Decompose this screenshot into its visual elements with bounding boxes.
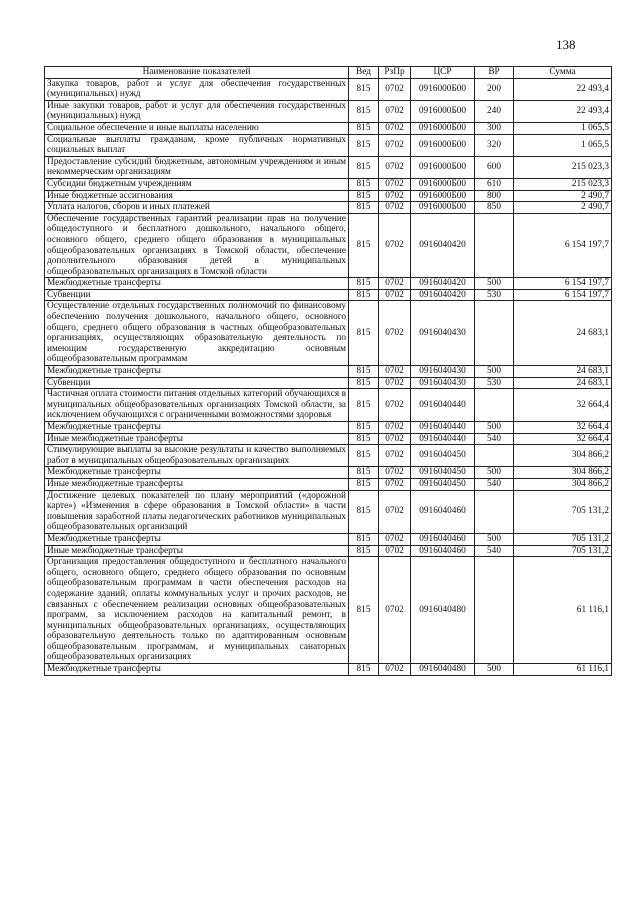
table-row xyxy=(45,445,612,467)
row-rzpr: 0702 xyxy=(379,533,411,545)
budget-table xyxy=(44,66,612,676)
row-sum: 24 683,1 xyxy=(514,301,612,366)
row-vr: 610 xyxy=(475,178,514,190)
row-rzpr: 0702 xyxy=(379,377,411,389)
row-csr: 0916040460 xyxy=(411,490,475,533)
row-csr: 0916040450 xyxy=(411,467,475,479)
table-row xyxy=(45,301,612,366)
row-ved: 815 xyxy=(349,366,379,378)
page-number: 138 xyxy=(556,37,576,52)
row-ved: 815 xyxy=(349,213,379,278)
row-vr: 320 xyxy=(475,134,514,156)
row-ved: 815 xyxy=(349,467,379,479)
header-rzpr: РзПр xyxy=(379,67,411,79)
row-rzpr: 0702 xyxy=(379,178,411,190)
row-ved: 815 xyxy=(349,557,379,664)
table-row xyxy=(45,78,612,100)
row-vr xyxy=(475,445,514,467)
row-csr: 0916040430 xyxy=(411,366,475,378)
row-name: Иные межбюджетные трансферты xyxy=(45,478,349,490)
row-rzpr: 0702 xyxy=(379,190,411,202)
row-sum: 1 065,5 xyxy=(514,134,612,156)
row-vr: 200 xyxy=(475,78,514,100)
row-ved: 815 xyxy=(349,664,379,676)
table-row xyxy=(45,433,612,445)
row-rzpr: 0702 xyxy=(379,78,411,100)
row-rzpr: 0702 xyxy=(379,202,411,214)
header-ved: Вед xyxy=(349,67,379,79)
table-row xyxy=(45,545,612,557)
row-csr: 0916040480 xyxy=(411,664,475,676)
row-ved: 815 xyxy=(349,545,379,557)
table-row xyxy=(45,190,612,202)
row-vr: 540 xyxy=(475,433,514,445)
row-sum: 705 131,2 xyxy=(514,490,612,533)
row-vr: 500 xyxy=(475,467,514,479)
row-rzpr: 0702 xyxy=(379,478,411,490)
table-row xyxy=(45,478,612,490)
row-ved: 815 xyxy=(349,377,379,389)
table-body xyxy=(45,78,612,675)
row-sum: 1 065,5 xyxy=(514,122,612,134)
row-rzpr: 0702 xyxy=(379,467,411,479)
table-row xyxy=(45,490,612,533)
row-name: Обеспечение государственных гарантий реализации прав на получение общедоступного и бесплатного дошкольного, начального общего, основного общего, среднего общего образования в муниципальных общеобразовательных организациях в Томской области, обеспечение дополнительного образования детей в муниципальных общеобразовательных организациях в Томской области xyxy=(45,213,349,278)
row-sum: 32 664,4 xyxy=(514,433,612,445)
header-csr: ЦСР xyxy=(411,67,475,79)
row-sum: 6 154 197,7 xyxy=(514,213,612,278)
row-name: Организация предоставления общедоступного и бесплатного начального общего, основного общего, среднего общего образования по основным общеобразовательным программам в части обеспечения расходов на содержание зданий, оплаты коммунальных услуг и прочих расходов, не связанных с обеспечением реализации основных общеобразовательных программ, за исключением расходов на капитальный ремонт, в муниципальных общеобразовательных организациях, осуществляющих образовательную деятельность только по адаптированным основным общеобразовательным программам, и муниципальных санаторных общеобразовательных организациях xyxy=(45,557,349,664)
row-vr: 850 xyxy=(475,202,514,214)
row-csr: 0916000Б00 xyxy=(411,100,475,122)
row-csr: 0916040450 xyxy=(411,478,475,490)
row-vr xyxy=(475,557,514,664)
row-ved: 815 xyxy=(349,478,379,490)
row-rzpr: 0702 xyxy=(379,278,411,290)
row-sum: 304 866,2 xyxy=(514,467,612,479)
row-ved: 815 xyxy=(349,100,379,122)
row-vr: 540 xyxy=(475,545,514,557)
row-name: Стимулирующие выплаты за высокие результаты и качество выполняемых работ в муниципальных общеобразовательных организациях xyxy=(45,445,349,467)
row-name: Иные межбюджетные трансферты xyxy=(45,545,349,557)
row-name: Субсидии бюджетным учреждениям xyxy=(45,178,349,190)
row-rzpr: 0702 xyxy=(379,433,411,445)
table-row xyxy=(45,122,612,134)
row-rzpr: 0702 xyxy=(379,122,411,134)
row-name: Закупка товаров, работ и услуг для обеспечения государственных (муниципальных) нужд xyxy=(45,78,349,100)
table-row xyxy=(45,278,612,290)
row-sum: 22 493,4 xyxy=(514,78,612,100)
row-ved: 815 xyxy=(349,202,379,214)
row-ved: 815 xyxy=(349,278,379,290)
row-sum: 32 664,4 xyxy=(514,389,612,422)
row-sum: 705 131,2 xyxy=(514,545,612,557)
table-row xyxy=(45,134,612,156)
table-row xyxy=(45,213,612,278)
row-csr: 0916000Б00 xyxy=(411,78,475,100)
row-csr: 0916040440 xyxy=(411,422,475,434)
row-vr: 500 xyxy=(475,366,514,378)
row-vr xyxy=(475,490,514,533)
row-ved: 815 xyxy=(349,78,379,100)
row-csr: 0916000Б00 xyxy=(411,190,475,202)
row-ved: 815 xyxy=(349,156,379,178)
row-sum: 6 154 197,7 xyxy=(514,278,612,290)
table-row xyxy=(45,202,612,214)
row-rzpr: 0702 xyxy=(379,289,411,301)
table-row xyxy=(45,389,612,422)
row-name: Достижение целевых показателей по плану мероприятий («дорожной карте») «Изменения в сфере образования в Томской области» в части повышения заработной платы педагогических работников муниципальных общеобразовательных организаций xyxy=(45,490,349,533)
table-row xyxy=(45,664,612,676)
row-sum: 2 490,7 xyxy=(514,202,612,214)
row-vr: 540 xyxy=(475,478,514,490)
row-name: Межбюджетные трансферты xyxy=(45,664,349,676)
table-row xyxy=(45,100,612,122)
row-csr: 0916040420 xyxy=(411,278,475,290)
row-rzpr: 0702 xyxy=(379,664,411,676)
row-rzpr: 0702 xyxy=(379,301,411,366)
row-ved: 815 xyxy=(349,445,379,467)
header-vr: ВР xyxy=(475,67,514,79)
row-csr: 0916040430 xyxy=(411,301,475,366)
row-sum: 6 154 197,7 xyxy=(514,289,612,301)
table-row xyxy=(45,422,612,434)
row-sum: 215 023,3 xyxy=(514,156,612,178)
row-csr: 0916040420 xyxy=(411,213,475,278)
row-vr: 530 xyxy=(475,289,514,301)
row-rzpr: 0702 xyxy=(379,134,411,156)
row-vr: 500 xyxy=(475,533,514,545)
header-name: Наименование показателей xyxy=(45,67,349,79)
row-csr: 0916000Б00 xyxy=(411,156,475,178)
row-rzpr: 0702 xyxy=(379,545,411,557)
row-sum: 215 023,3 xyxy=(514,178,612,190)
row-sum: 304 866,2 xyxy=(514,445,612,467)
row-ved: 815 xyxy=(349,490,379,533)
row-sum: 705 131,2 xyxy=(514,533,612,545)
row-sum: 24 683,1 xyxy=(514,377,612,389)
row-name: Уплата налогов, сборов и иных платежей xyxy=(45,202,349,214)
row-rzpr: 0702 xyxy=(379,422,411,434)
row-ved: 815 xyxy=(349,190,379,202)
row-rzpr: 0702 xyxy=(379,100,411,122)
row-sum: 32 664,4 xyxy=(514,422,612,434)
row-csr: 0916040480 xyxy=(411,557,475,664)
row-csr: 0916000Б00 xyxy=(411,122,475,134)
row-ved: 815 xyxy=(349,301,379,366)
row-vr: 500 xyxy=(475,422,514,434)
row-csr: 0916040420 xyxy=(411,289,475,301)
row-vr: 240 xyxy=(475,100,514,122)
row-name: Иные бюджетные ассигнования xyxy=(45,190,349,202)
row-ved: 815 xyxy=(349,433,379,445)
row-name: Социальное обеспечение и иные выплаты населению xyxy=(45,122,349,134)
row-ved: 815 xyxy=(349,389,379,422)
row-rzpr: 0702 xyxy=(379,213,411,278)
table-row xyxy=(45,467,612,479)
row-csr: 0916000Б00 xyxy=(411,134,475,156)
table-header-row xyxy=(45,67,612,79)
table-row xyxy=(45,557,612,664)
table-row xyxy=(45,377,612,389)
row-csr: 0916000Б00 xyxy=(411,178,475,190)
row-sum: 61 116,1 xyxy=(514,557,612,664)
row-sum: 61 116,1 xyxy=(514,664,612,676)
row-vr: 500 xyxy=(475,278,514,290)
row-vr: 300 xyxy=(475,122,514,134)
row-sum: 2 490,7 xyxy=(514,190,612,202)
table-row xyxy=(45,366,612,378)
row-vr: 530 xyxy=(475,377,514,389)
row-name: Иные межбюджетные трансферты xyxy=(45,433,349,445)
row-name: Межбюджетные трансферты xyxy=(45,467,349,479)
row-name: Субвенции xyxy=(45,289,349,301)
row-sum: 304 866,2 xyxy=(514,478,612,490)
row-ved: 815 xyxy=(349,134,379,156)
row-csr: 0916040460 xyxy=(411,545,475,557)
row-csr: 0916040440 xyxy=(411,433,475,445)
row-rzpr: 0702 xyxy=(379,389,411,422)
table-row xyxy=(45,156,612,178)
row-ved: 815 xyxy=(349,289,379,301)
row-name: Межбюджетные трансферты xyxy=(45,533,349,545)
row-rzpr: 0702 xyxy=(379,445,411,467)
row-name: Предоставление субсидий бюджетным, автономным учреждениям и иным некоммерческим организациям xyxy=(45,156,349,178)
row-vr xyxy=(475,389,514,422)
row-sum: 22 493,4 xyxy=(514,100,612,122)
row-vr xyxy=(475,301,514,366)
row-csr: 0916040440 xyxy=(411,389,475,422)
row-rzpr: 0702 xyxy=(379,490,411,533)
row-name: Межбюджетные трансферты xyxy=(45,422,349,434)
row-name: Иные закупки товаров, работ и услуг для обеспечения государственных (муниципальных) нужд xyxy=(45,100,349,122)
row-rzpr: 0702 xyxy=(379,156,411,178)
row-ved: 815 xyxy=(349,122,379,134)
row-ved: 815 xyxy=(349,422,379,434)
row-csr: 0916000Б00 xyxy=(411,202,475,214)
table-row xyxy=(45,533,612,545)
row-name: Межбюджетные трансферты xyxy=(45,278,349,290)
row-name: Субвенции xyxy=(45,377,349,389)
row-ved: 815 xyxy=(349,533,379,545)
row-csr: 0916040460 xyxy=(411,533,475,545)
row-ved: 815 xyxy=(349,178,379,190)
header-sum: Сумма xyxy=(514,67,612,79)
row-csr: 0916040450 xyxy=(411,445,475,467)
row-rzpr: 0702 xyxy=(379,557,411,664)
table-row xyxy=(45,289,612,301)
row-csr: 0916040430 xyxy=(411,377,475,389)
row-vr xyxy=(475,213,514,278)
row-name: Осуществление отдельных государственных полномочий по финансовому обеспечению получения дошкольного, начального общего, основного общего, среднего общего образования в частных общеобразовательных организациях, осуществляющих образовательную деятельность по имеющим государственную аккредитацию основным общеобразовательным программам xyxy=(45,301,349,366)
row-name: Частичная оплата стоимости питания отдельных категорий обучающихся в муниципальных общеобразовательных организациях Томской области, за исключением обучающихся с ограниченными возможностями здоровья xyxy=(45,389,349,422)
row-vr: 600 xyxy=(475,156,514,178)
table-row xyxy=(45,178,612,190)
row-sum: 24 683,1 xyxy=(514,366,612,378)
row-rzpr: 0702 xyxy=(379,366,411,378)
row-vr: 800 xyxy=(475,190,514,202)
row-name: Социальные выплаты гражданам, кроме публичных нормативных социальных выплат xyxy=(45,134,349,156)
row-name: Межбюджетные трансферты xyxy=(45,366,349,378)
row-vr: 500 xyxy=(475,664,514,676)
